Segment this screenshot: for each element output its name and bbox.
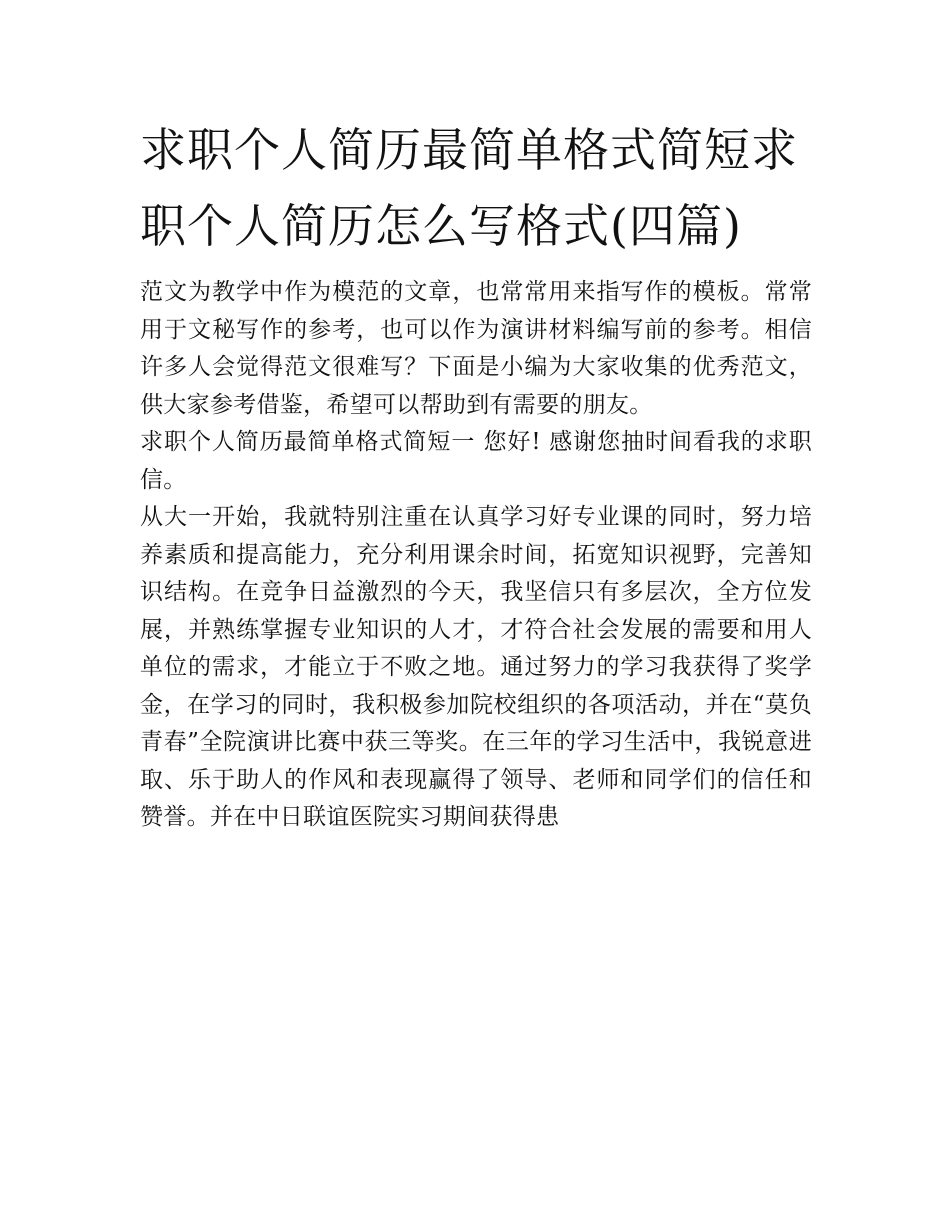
document-body	[140, 112, 812, 837]
document-title: 求职个人简历最简单格式简短求职个人简历怎么写格式(四篇)	[140, 123, 798, 253]
intro-paragraph: 范文为教学中作为模范的文章，也常常用来指写作的模板。常常用于文秘写作的参考，也可以作为演讲材料编写前的参考。相信许多人会觉得范文很难写？下面是小编为大家收集的优秀范文，供大家参考借鉴，希望可以帮助到有需要的朋友。	[140, 279, 812, 418]
greeting-paragraph: 求职个人简历最简单格式简短一 您好! 感谢您抽时间看我的求职信。	[140, 429, 812, 493]
body-paragraph: 从大一开始，我就特别注重在认真学习好专业课的同时，努力培养素质和提高能力，充分利用课余时间，拓宽知识视野，完善知识结构。在竞争日益激烈的今天，我坚信只有多层次，全方位发展，并熟练掌握专业知识的人才，才符合社会发展的需要和用人单位的需求，才能立于不败之地。通过努力的学习我获得了奖学金，在学习的同时，我积极参加院校组织的各项活动，并在“莫负青春”全院演讲比赛中获三等奖。在三年的学习生活中，我锐意进取、乐于助人的作风和表现赢得了领导、老师和同学们的信任和赞誉。并在中日联谊医院实习期间获得患	[140, 504, 812, 830]
